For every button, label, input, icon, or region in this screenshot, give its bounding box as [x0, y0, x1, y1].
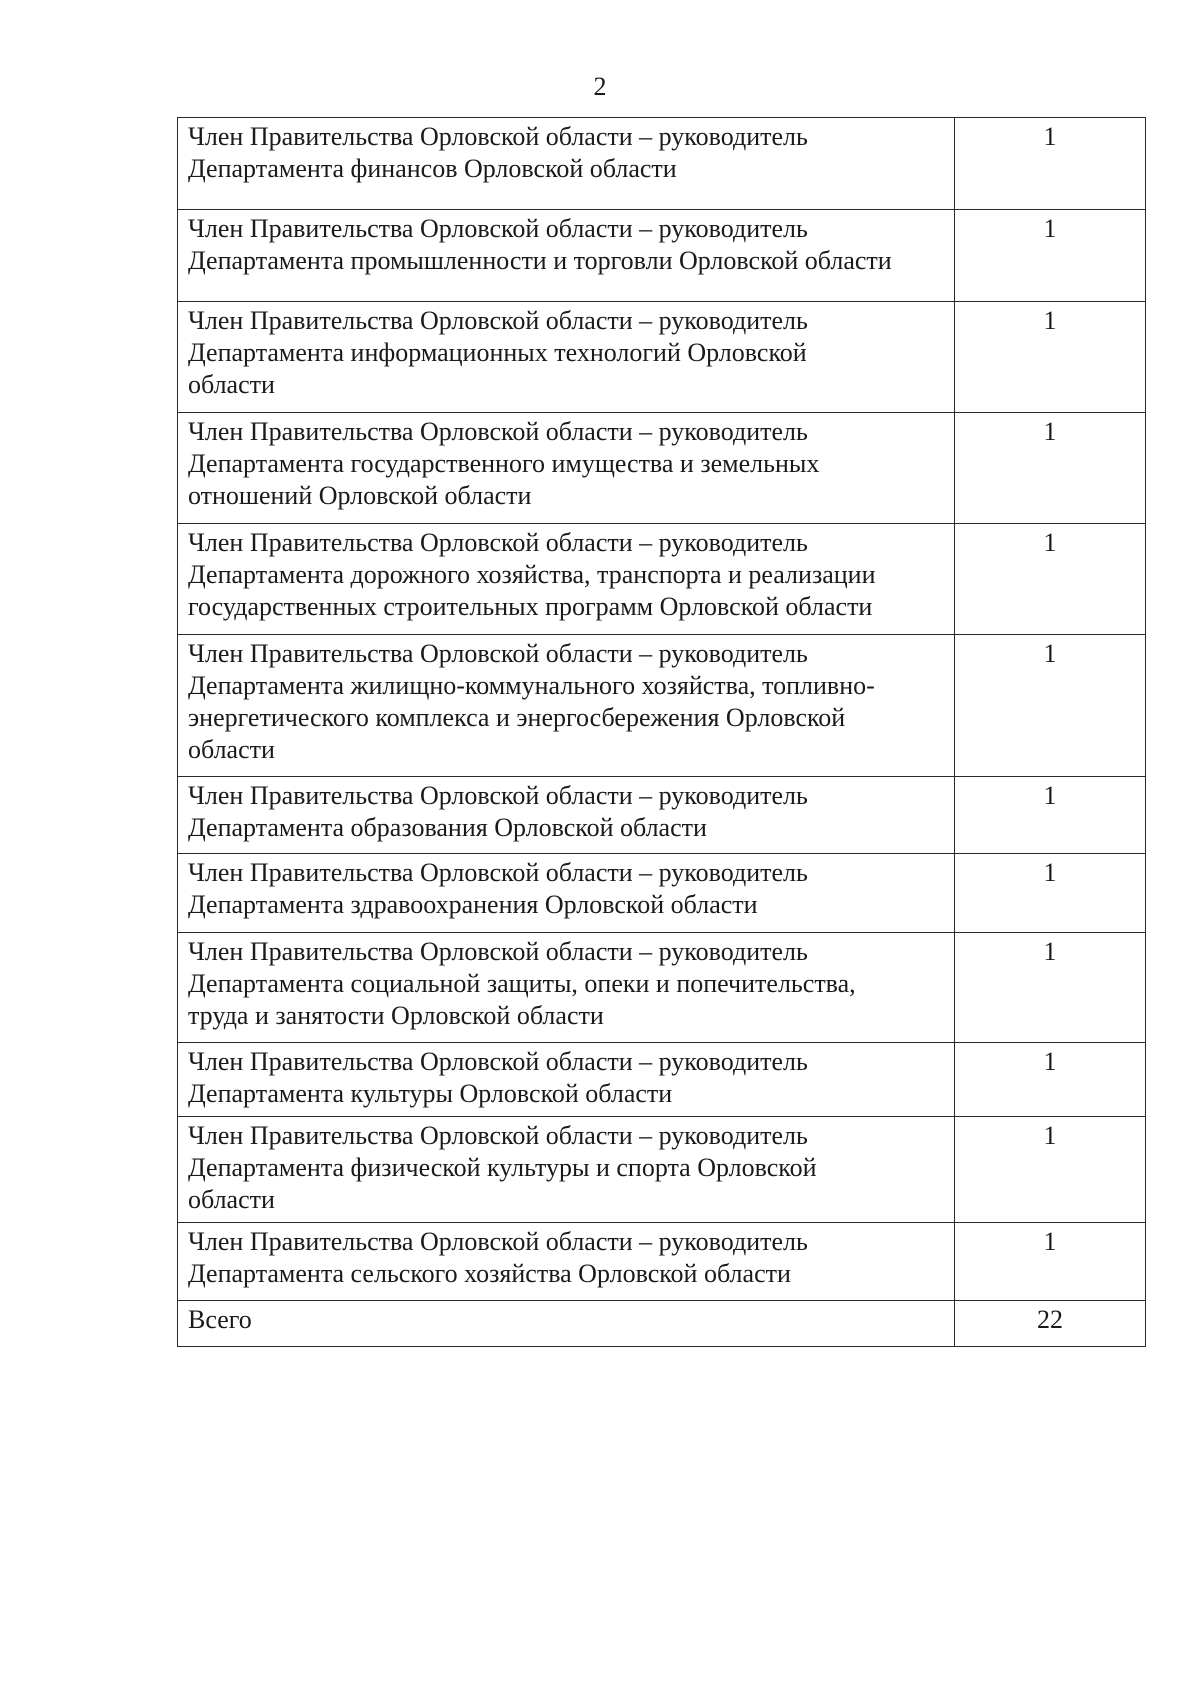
- table-row: [178, 777, 1146, 854]
- position-text-line: государственных строительных программ Орловской области: [188, 592, 873, 621]
- table-row: [178, 118, 1146, 210]
- count-cell: 1: [955, 1117, 1146, 1223]
- count-cell: 1: [955, 524, 1146, 635]
- position-text-line: Член Правительства Орловской области – руководитель: [188, 781, 808, 810]
- count-cell: 1: [955, 1043, 1146, 1117]
- table-row: [178, 302, 1146, 413]
- position-text-line: Департамента государственного имущества и земельных: [188, 449, 820, 478]
- position-cell: [178, 854, 955, 933]
- position-cell: [178, 933, 955, 1043]
- position-text-line: Департамента здравоохранения Орловской области: [188, 890, 758, 919]
- position-text-line: Департамента сельского хозяйства Орловской области: [188, 1259, 791, 1288]
- position-cell: [178, 413, 955, 524]
- position-text-line: энергетического комплекса и энергосбережения Орловской: [188, 703, 846, 732]
- position-cell: [178, 635, 955, 777]
- position-text-line: Департамента образования Орловской области: [188, 813, 707, 842]
- position-text-line: Член Правительства Орловской области – руководитель: [188, 1047, 808, 1076]
- position-text-line: труда и занятости Орловской области: [188, 1001, 604, 1030]
- position-text-line: Департамента жилищно-коммунального хозяйства, топливно-: [188, 671, 875, 700]
- table-row: [178, 210, 1146, 302]
- table-row: [178, 933, 1146, 1043]
- count-cell: 1: [955, 777, 1146, 854]
- position-text-line: Департамента промышленности и торговли Орловской области: [188, 246, 892, 275]
- position-text-line: Департамента дорожного хозяйства, транспорта и реализации: [188, 560, 876, 589]
- position-text-line: отношений Орловской области: [188, 481, 532, 510]
- position-text-line: Департамента финансов Орловской области: [188, 154, 677, 183]
- position-cell: [178, 118, 955, 210]
- position-cell: [178, 210, 955, 302]
- position-text-line: Член Правительства Орловской области – руководитель: [188, 528, 808, 557]
- position-text-line: области: [188, 1185, 275, 1214]
- table-row: [178, 1301, 1146, 1347]
- count-cell: 1: [955, 302, 1146, 413]
- table-row: [178, 1117, 1146, 1223]
- table-body: [178, 118, 1146, 1347]
- table-row: [178, 413, 1146, 524]
- table-row: [178, 635, 1146, 777]
- position-cell: [178, 302, 955, 413]
- position-text-line: Член Правительства Орловской области – руководитель: [188, 306, 808, 335]
- total-label-cell: [178, 1301, 955, 1347]
- table-row: [178, 1223, 1146, 1301]
- position-text-line: Всего: [188, 1305, 252, 1334]
- position-text-line: Департамента информационных технологий Орловской: [188, 338, 807, 367]
- position-text-line: Департамента культуры Орловской области: [188, 1079, 673, 1108]
- position-text-line: Член Правительства Орловской области – руководитель: [188, 639, 808, 668]
- position-text-line: Член Правительства Орловской области – руководитель: [188, 937, 808, 966]
- position-cell: [178, 1117, 955, 1223]
- position-text-line: Департамента социальной защиты, опеки и попечительства,: [188, 969, 856, 998]
- table-row: [178, 1043, 1146, 1117]
- count-cell: 1: [955, 933, 1146, 1043]
- count-cell: 1: [955, 1223, 1146, 1301]
- table-row: [178, 524, 1146, 635]
- positions-table: [177, 117, 1146, 1347]
- position-text-line: области: [188, 370, 275, 399]
- position-text-line: Член Правительства Орловской области – руководитель: [188, 1227, 808, 1256]
- count-cell: 1: [955, 210, 1146, 302]
- position-cell: [178, 1043, 955, 1117]
- table-row: [178, 854, 1146, 933]
- position-cell: [178, 524, 955, 635]
- position-cell: [178, 1223, 955, 1301]
- position-text-line: Член Правительства Орловской области – руководитель: [188, 858, 808, 887]
- count-cell: 1: [955, 854, 1146, 933]
- page-number: 2: [593, 72, 607, 101]
- position-text-line: Член Правительства Орловской области – руководитель: [188, 122, 808, 151]
- count-cell: 1: [955, 413, 1146, 524]
- count-cell: 1: [955, 635, 1146, 777]
- position-text-line: области: [188, 735, 275, 764]
- position-cell: [178, 777, 955, 854]
- position-text-line: Член Правительства Орловской области – руководитель: [188, 1121, 808, 1150]
- position-text-line: Член Правительства Орловской области – руководитель: [188, 214, 808, 243]
- total-count-cell: 22: [955, 1301, 1146, 1347]
- position-text-line: Департамента физической культуры и спорта Орловской: [188, 1153, 817, 1182]
- position-text-line: Член Правительства Орловской области – руководитель: [188, 417, 808, 446]
- count-cell: 1: [955, 118, 1146, 210]
